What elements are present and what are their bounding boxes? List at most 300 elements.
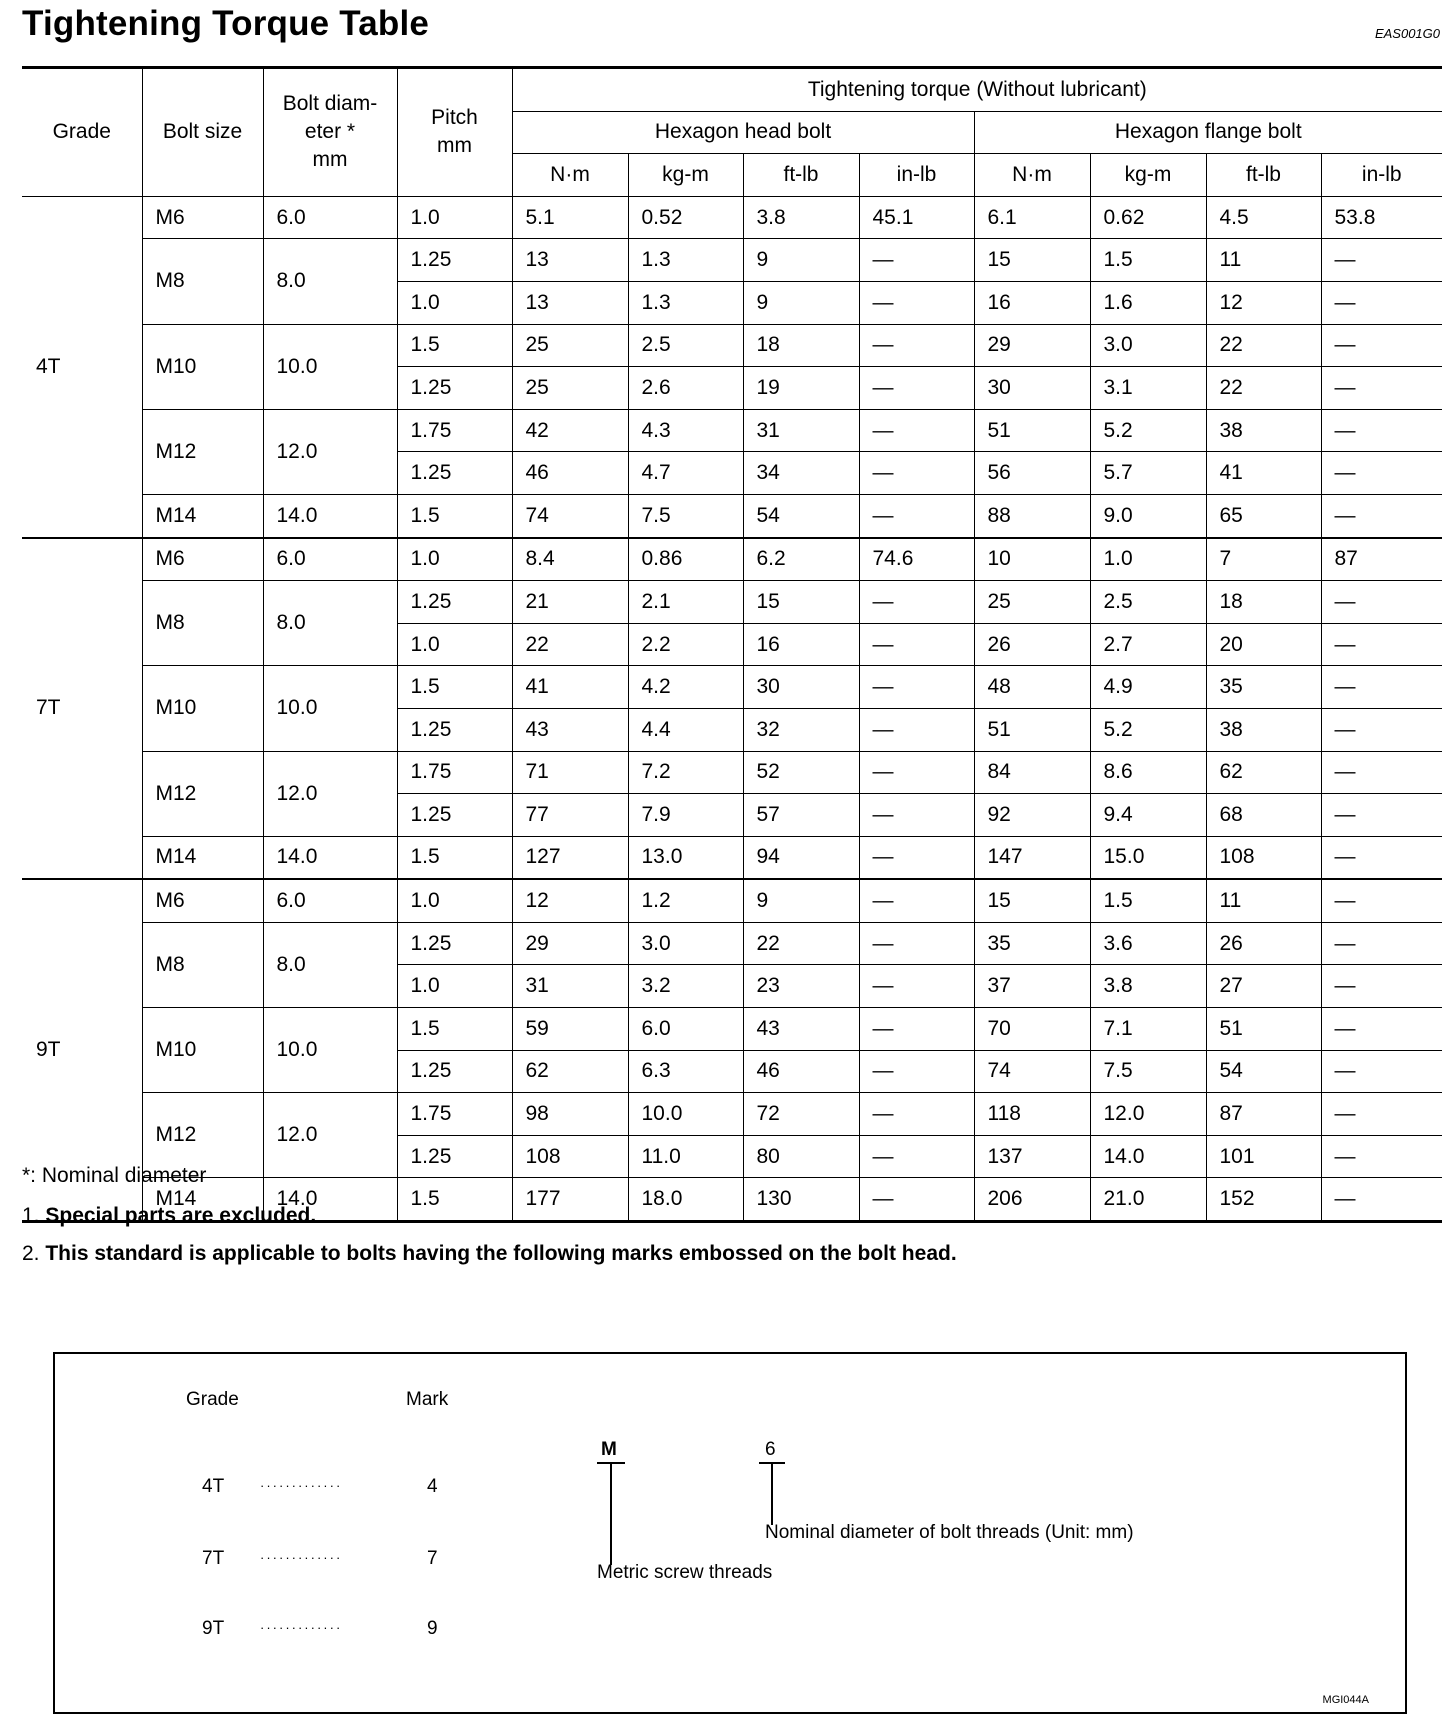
header-grade: Grade bbox=[22, 68, 142, 197]
diameter-label: Nominal diameter of bolt threads (Unit: mm) bbox=[765, 1522, 1134, 1543]
bolt-size-cell: M8 bbox=[142, 239, 263, 324]
torque-cell: 11.0 bbox=[628, 1135, 743, 1178]
torque-cell: — bbox=[859, 1178, 974, 1222]
torque-cell: — bbox=[859, 836, 974, 879]
torque-cell: — bbox=[1321, 879, 1442, 922]
torque-cell: 26 bbox=[1206, 922, 1321, 965]
marks-grade: 7T bbox=[202, 1548, 225, 1569]
torque-cell: — bbox=[1321, 922, 1442, 965]
torque-cell: — bbox=[1321, 239, 1442, 282]
table-row bbox=[22, 879, 1442, 922]
bolt-size-cell: M14 bbox=[142, 494, 263, 537]
torque-cell: 4.2 bbox=[628, 666, 743, 709]
table-row bbox=[22, 1008, 1442, 1051]
torque-cell: 22 bbox=[1206, 367, 1321, 410]
torque-cell: 21 bbox=[512, 581, 628, 624]
torque-cell: 54 bbox=[743, 494, 859, 537]
torque-cell: 1.6 bbox=[1090, 281, 1206, 324]
torque-cell: 12 bbox=[512, 879, 628, 922]
header-bolt-diameter: Bolt diam- eter * mm bbox=[263, 68, 397, 197]
pitch-cell: 1.25 bbox=[397, 1050, 512, 1093]
torque-cell: — bbox=[859, 879, 974, 922]
bolt-diameter-cell: 8.0 bbox=[263, 239, 397, 324]
torque-cell: — bbox=[1321, 324, 1442, 367]
leader-dots: ············· bbox=[260, 1550, 343, 1565]
torque-cell: 15.0 bbox=[1090, 836, 1206, 879]
torque-cell: — bbox=[859, 965, 974, 1008]
torque-cell: 18 bbox=[1206, 581, 1321, 624]
torque-cell: 1.3 bbox=[628, 281, 743, 324]
bolt-size-cell: M10 bbox=[142, 666, 263, 751]
header-torque-group: Tightening torque (Without lubricant) bbox=[512, 68, 1442, 112]
pitch-cell: 1.25 bbox=[397, 794, 512, 837]
torque-cell: 92 bbox=[974, 794, 1090, 837]
torque-cell: 4.9 bbox=[1090, 666, 1206, 709]
torque-cell: 1.2 bbox=[628, 879, 743, 922]
torque-cell: 80 bbox=[743, 1135, 859, 1178]
torque-cell: — bbox=[1321, 1008, 1442, 1051]
bolt-size-cell: M12 bbox=[142, 409, 263, 494]
table-row bbox=[22, 751, 1442, 794]
torque-cell: 177 bbox=[512, 1178, 628, 1222]
grade-cell: 4T bbox=[22, 196, 142, 537]
header-pitch: Pitch mm bbox=[397, 68, 512, 197]
torque-cell: 9.0 bbox=[1090, 494, 1206, 537]
torque-cell: 4.4 bbox=[628, 708, 743, 751]
pitch-cell: 1.0 bbox=[397, 623, 512, 666]
torque-cell: 45.1 bbox=[859, 196, 974, 239]
torque-cell: 6.2 bbox=[743, 538, 859, 581]
torque-cell: 11 bbox=[1206, 239, 1321, 282]
torque-cell: 13.0 bbox=[628, 836, 743, 879]
bolt-diameter-cell: 12.0 bbox=[263, 1093, 397, 1178]
torque-cell: 7.5 bbox=[628, 494, 743, 537]
pitch-cell: 1.75 bbox=[397, 1093, 512, 1136]
bolt-diameter-cell: 6.0 bbox=[263, 538, 397, 581]
torque-cell: 19 bbox=[743, 367, 859, 410]
leader-dots: ············· bbox=[260, 1478, 343, 1493]
torque-cell: 88 bbox=[974, 494, 1090, 537]
note-number: 1. bbox=[22, 1204, 40, 1227]
torque-cell: — bbox=[1321, 367, 1442, 410]
torque-cell: 20 bbox=[1206, 623, 1321, 666]
torque-cell: 34 bbox=[743, 452, 859, 495]
bolt-diameter-cell: 8.0 bbox=[263, 922, 397, 1007]
torque-cell: 25 bbox=[512, 367, 628, 410]
torque-cell: 16 bbox=[974, 281, 1090, 324]
torque-cell: 5.1 bbox=[512, 196, 628, 239]
torque-cell: 2.7 bbox=[1090, 623, 1206, 666]
unit-header: kg-m bbox=[1090, 154, 1206, 197]
torque-cell: 1.3 bbox=[628, 239, 743, 282]
bolt-diameter-cell: 12.0 bbox=[263, 751, 397, 836]
torque-cell: — bbox=[859, 1135, 974, 1178]
torque-cell: — bbox=[859, 494, 974, 537]
bolt-size-cell: M8 bbox=[142, 922, 263, 1007]
torque-cell: — bbox=[859, 794, 974, 837]
torque-cell: 5.7 bbox=[1090, 452, 1206, 495]
torque-cell: — bbox=[1321, 666, 1442, 709]
figure-id: MGI044A bbox=[1322, 1694, 1369, 1706]
torque-cell: — bbox=[1321, 751, 1442, 794]
torque-cell: — bbox=[859, 1093, 974, 1136]
pitch-cell: 1.5 bbox=[397, 324, 512, 367]
torque-cell: 18.0 bbox=[628, 1178, 743, 1222]
pitch-cell: 1.0 bbox=[397, 965, 512, 1008]
marks-mark: 7 bbox=[427, 1548, 438, 1569]
torque-cell: 30 bbox=[974, 367, 1090, 410]
torque-cell: 94 bbox=[743, 836, 859, 879]
torque-cell: — bbox=[859, 1050, 974, 1093]
torque-cell: 9 bbox=[743, 239, 859, 282]
torque-cell: 3.6 bbox=[1090, 922, 1206, 965]
torque-cell: 42 bbox=[512, 409, 628, 452]
torque-cell: 14.0 bbox=[1090, 1135, 1206, 1178]
torque-cell: 2.6 bbox=[628, 367, 743, 410]
mark-letter-m: M bbox=[601, 1439, 617, 1460]
pitch-cell: 1.5 bbox=[397, 836, 512, 879]
bolt-diameter-cell: 10.0 bbox=[263, 666, 397, 751]
torque-cell: 147 bbox=[974, 836, 1090, 879]
torque-cell: 30 bbox=[743, 666, 859, 709]
note-number: 2. bbox=[22, 1242, 40, 1265]
torque-cell: 51 bbox=[974, 708, 1090, 751]
torque-cell: 3.2 bbox=[628, 965, 743, 1008]
pitch-cell: 1.25 bbox=[397, 1135, 512, 1178]
torque-cell: — bbox=[1321, 1135, 1442, 1178]
bolt-diameter-cell: 6.0 bbox=[263, 879, 397, 922]
torque-cell: 35 bbox=[1206, 666, 1321, 709]
torque-cell: 3.1 bbox=[1090, 367, 1206, 410]
torque-cell: 18 bbox=[743, 324, 859, 367]
torque-cell: 72 bbox=[743, 1093, 859, 1136]
torque-cell: 31 bbox=[743, 409, 859, 452]
torque-cell: — bbox=[859, 666, 974, 709]
pitch-cell: 1.75 bbox=[397, 751, 512, 794]
unit-header: ft-lb bbox=[1206, 154, 1321, 197]
bolt-diameter-cell: 12.0 bbox=[263, 409, 397, 494]
torque-cell: 29 bbox=[974, 324, 1090, 367]
torque-cell: 2.2 bbox=[628, 623, 743, 666]
torque-cell: 25 bbox=[512, 324, 628, 367]
header-hexagon-flange: Hexagon flange bolt bbox=[974, 111, 1442, 154]
marks-grade: 4T bbox=[202, 1476, 225, 1497]
torque-cell: 53.8 bbox=[1321, 196, 1442, 239]
pitch-cell: 1.5 bbox=[397, 494, 512, 537]
table-row bbox=[22, 922, 1442, 965]
bolt-diameter-cell: 8.0 bbox=[263, 581, 397, 666]
torque-cell: 22 bbox=[743, 922, 859, 965]
header-bolt-size: Bolt size bbox=[142, 68, 263, 197]
unit-header: in-lb bbox=[1321, 154, 1442, 197]
torque-cell: 206 bbox=[974, 1178, 1090, 1222]
torque-cell: 7.2 bbox=[628, 751, 743, 794]
pitch-cell: 1.25 bbox=[397, 581, 512, 624]
pitch-cell: 1.25 bbox=[397, 239, 512, 282]
torque-cell: 77 bbox=[512, 794, 628, 837]
bolt-marks-figure bbox=[53, 1352, 1407, 1714]
torque-cell: — bbox=[859, 708, 974, 751]
document-code: EAS001G0 bbox=[1374, 26, 1440, 41]
grade-cell: 9T bbox=[22, 879, 142, 1221]
torque-cell: — bbox=[859, 452, 974, 495]
table-row bbox=[22, 239, 1442, 282]
torque-cell: 46 bbox=[512, 452, 628, 495]
bolt-size-cell: M14 bbox=[142, 836, 263, 879]
bolt-size-cell: M12 bbox=[142, 751, 263, 836]
torque-cell: 13 bbox=[512, 239, 628, 282]
bolt-diameter-cell: 6.0 bbox=[263, 196, 397, 239]
torque-cell: 35 bbox=[974, 922, 1090, 965]
leader-dots: ············· bbox=[260, 1620, 343, 1635]
pitch-cell: 1.25 bbox=[397, 367, 512, 410]
torque-cell: — bbox=[1321, 494, 1442, 537]
torque-cell: 1.5 bbox=[1090, 879, 1206, 922]
torque-cell: — bbox=[1321, 836, 1442, 879]
torque-cell: 48 bbox=[974, 666, 1090, 709]
grade-cell: 7T bbox=[22, 538, 142, 880]
table-row bbox=[22, 666, 1442, 709]
table-row bbox=[22, 324, 1442, 367]
torque-cell: — bbox=[1321, 581, 1442, 624]
torque-cell: — bbox=[1321, 794, 1442, 837]
pitch-cell: 1.75 bbox=[397, 409, 512, 452]
torque-cell: 3.0 bbox=[628, 922, 743, 965]
bolt-diameter-cell: 14.0 bbox=[263, 494, 397, 537]
torque-cell: 84 bbox=[974, 751, 1090, 794]
torque-cell: 29 bbox=[512, 922, 628, 965]
marks-grade-header: Grade bbox=[186, 1389, 239, 1410]
torque-cell: 2.1 bbox=[628, 581, 743, 624]
unit-header: in-lb bbox=[859, 154, 974, 197]
pitch-cell: 1.0 bbox=[397, 879, 512, 922]
torque-cell: 59 bbox=[512, 1008, 628, 1051]
torque-cell: 15 bbox=[974, 879, 1090, 922]
torque-cell: 4.7 bbox=[628, 452, 743, 495]
table-row bbox=[22, 581, 1442, 624]
pitch-cell: 1.5 bbox=[397, 666, 512, 709]
torque-cell: 51 bbox=[974, 409, 1090, 452]
pitch-cell: 1.5 bbox=[397, 1178, 512, 1222]
marks-grade: 9T bbox=[202, 1618, 225, 1639]
torque-cell: 52 bbox=[743, 751, 859, 794]
torque-cell: 7 bbox=[1206, 538, 1321, 581]
torque-cell: 9.4 bbox=[1090, 794, 1206, 837]
pitch-cell: 1.25 bbox=[397, 708, 512, 751]
torque-cell: 0.62 bbox=[1090, 196, 1206, 239]
torque-cell: 6.3 bbox=[628, 1050, 743, 1093]
note-item-2 bbox=[22, 1242, 957, 1266]
torque-table-body bbox=[22, 196, 1442, 1221]
torque-cell: 8.6 bbox=[1090, 751, 1206, 794]
pitch-cell: 1.0 bbox=[397, 196, 512, 239]
note-text: Special parts are excluded. bbox=[45, 1204, 317, 1227]
torque-cell: — bbox=[1321, 1093, 1442, 1136]
torque-cell: 1.5 bbox=[1090, 239, 1206, 282]
pitch-cell: 1.0 bbox=[397, 281, 512, 324]
bolt-diameter-cell: 14.0 bbox=[263, 836, 397, 879]
torque-cell: 1.0 bbox=[1090, 538, 1206, 581]
unit-header: N·m bbox=[974, 154, 1090, 197]
torque-cell: 15 bbox=[743, 581, 859, 624]
torque-cell: 54 bbox=[1206, 1050, 1321, 1093]
torque-cell: 16 bbox=[743, 623, 859, 666]
torque-cell: 5.2 bbox=[1090, 409, 1206, 452]
torque-cell: 38 bbox=[1206, 708, 1321, 751]
torque-cell: — bbox=[859, 751, 974, 794]
table-row bbox=[22, 836, 1442, 879]
torque-cell: 46 bbox=[743, 1050, 859, 1093]
bolt-diameter-cell: 14.0 bbox=[263, 1178, 397, 1222]
torque-cell: — bbox=[859, 239, 974, 282]
bolt-size-cell: M10 bbox=[142, 1008, 263, 1093]
bolt-size-cell: M6 bbox=[142, 196, 263, 239]
torque-table bbox=[22, 66, 1442, 1223]
torque-cell: — bbox=[859, 281, 974, 324]
torque-cell: 98 bbox=[512, 1093, 628, 1136]
torque-cell: 127 bbox=[512, 836, 628, 879]
torque-cell: 118 bbox=[974, 1093, 1090, 1136]
torque-cell: 62 bbox=[1206, 751, 1321, 794]
torque-cell: 22 bbox=[512, 623, 628, 666]
torque-cell: — bbox=[1321, 409, 1442, 452]
torque-cell: 7.5 bbox=[1090, 1050, 1206, 1093]
torque-cell: 108 bbox=[512, 1135, 628, 1178]
torque-cell: 11 bbox=[1206, 879, 1321, 922]
torque-cell: 2.5 bbox=[1090, 581, 1206, 624]
torque-cell: 152 bbox=[1206, 1178, 1321, 1222]
marks-mark: 4 bbox=[427, 1476, 438, 1497]
header-hexagon-head: Hexagon head bolt bbox=[512, 111, 974, 154]
pitch-cell: 1.5 bbox=[397, 1008, 512, 1051]
torque-cell: 68 bbox=[1206, 794, 1321, 837]
torque-cell: 2.5 bbox=[628, 324, 743, 367]
torque-cell: 71 bbox=[512, 751, 628, 794]
table-row bbox=[22, 409, 1442, 452]
torque-cell: 41 bbox=[512, 666, 628, 709]
torque-cell: 22 bbox=[1206, 324, 1321, 367]
torque-cell: 41 bbox=[1206, 452, 1321, 495]
torque-cell: 9 bbox=[743, 281, 859, 324]
torque-cell: 7.1 bbox=[1090, 1008, 1206, 1051]
torque-cell: 10.0 bbox=[628, 1093, 743, 1136]
torque-cell: 65 bbox=[1206, 494, 1321, 537]
bolt-diameter-cell: 10.0 bbox=[263, 324, 397, 409]
bolt-diameter-cell: 10.0 bbox=[263, 1008, 397, 1093]
torque-cell: 43 bbox=[743, 1008, 859, 1051]
footnote: *: Nominal diameter bbox=[22, 1164, 207, 1187]
torque-cell: — bbox=[1321, 281, 1442, 324]
torque-cell: — bbox=[1321, 965, 1442, 1008]
table-row bbox=[22, 1093, 1442, 1136]
pitch-cell: 1.25 bbox=[397, 452, 512, 495]
torque-cell: 4.5 bbox=[1206, 196, 1321, 239]
torque-cell: 5.2 bbox=[1090, 708, 1206, 751]
torque-cell: 26 bbox=[974, 623, 1090, 666]
torque-cell: 0.86 bbox=[628, 538, 743, 581]
torque-cell: 7.9 bbox=[628, 794, 743, 837]
torque-cell: — bbox=[859, 581, 974, 624]
torque-cell: — bbox=[1321, 1178, 1442, 1222]
torque-cell: 56 bbox=[974, 452, 1090, 495]
torque-cell: 25 bbox=[974, 581, 1090, 624]
torque-cell: — bbox=[1321, 623, 1442, 666]
torque-cell: — bbox=[859, 324, 974, 367]
pitch-cell: 1.0 bbox=[397, 538, 512, 581]
torque-cell: 101 bbox=[1206, 1135, 1321, 1178]
torque-cell: 43 bbox=[512, 708, 628, 751]
torque-cell: 37 bbox=[974, 965, 1090, 1008]
unit-header: kg-m bbox=[628, 154, 743, 197]
torque-cell: — bbox=[859, 409, 974, 452]
torque-cell: 51 bbox=[1206, 1008, 1321, 1051]
torque-cell: 21.0 bbox=[1090, 1178, 1206, 1222]
torque-cell: 74 bbox=[974, 1050, 1090, 1093]
torque-cell: 12 bbox=[1206, 281, 1321, 324]
torque-cell: 3.0 bbox=[1090, 324, 1206, 367]
torque-cell: 4.3 bbox=[628, 409, 743, 452]
table-row bbox=[22, 494, 1442, 537]
note-text: This standard is applicable to bolts having the following marks embossed on the bolt head. bbox=[45, 1242, 957, 1265]
torque-cell: 31 bbox=[512, 965, 628, 1008]
note-item-1 bbox=[22, 1204, 316, 1228]
torque-cell: — bbox=[1321, 708, 1442, 751]
torque-cell: 57 bbox=[743, 794, 859, 837]
unit-header: ft-lb bbox=[743, 154, 859, 197]
torque-cell: 137 bbox=[974, 1135, 1090, 1178]
marks-mark-header: Mark bbox=[406, 1389, 449, 1410]
page-title: Tightening Torque Table bbox=[22, 4, 430, 43]
torque-cell: 27 bbox=[1206, 965, 1321, 1008]
torque-cell: 8.4 bbox=[512, 538, 628, 581]
bolt-size-cell: M12 bbox=[142, 1093, 263, 1178]
mark-number-6: 6 bbox=[765, 1439, 776, 1460]
torque-cell: 15 bbox=[974, 239, 1090, 282]
metric-threads-label: Metric screw threads bbox=[597, 1562, 773, 1583]
torque-cell: 74 bbox=[512, 494, 628, 537]
bolt-size-cell: M8 bbox=[142, 581, 263, 666]
torque-cell: 23 bbox=[743, 965, 859, 1008]
torque-cell: — bbox=[1321, 1050, 1442, 1093]
torque-cell: 6.1 bbox=[974, 196, 1090, 239]
marks-mark: 9 bbox=[427, 1618, 438, 1639]
torque-cell: 12.0 bbox=[1090, 1093, 1206, 1136]
torque-cell: 87 bbox=[1206, 1093, 1321, 1136]
bolt-size-cell: M6 bbox=[142, 879, 263, 922]
pitch-cell: 1.25 bbox=[397, 922, 512, 965]
bolt-size-cell: M10 bbox=[142, 324, 263, 409]
torque-cell: 108 bbox=[1206, 836, 1321, 879]
torque-cell: — bbox=[859, 623, 974, 666]
table-row bbox=[22, 196, 1442, 239]
unit-header: N·m bbox=[512, 154, 628, 197]
torque-cell: 3.8 bbox=[743, 196, 859, 239]
torque-cell: 10 bbox=[974, 538, 1090, 581]
torque-cell: — bbox=[1321, 452, 1442, 495]
torque-cell: 130 bbox=[743, 1178, 859, 1222]
torque-cell: 87 bbox=[1321, 538, 1442, 581]
torque-cell: 74.6 bbox=[859, 538, 974, 581]
torque-cell: 70 bbox=[974, 1008, 1090, 1051]
table-row bbox=[22, 538, 1442, 581]
torque-cell: 62 bbox=[512, 1050, 628, 1093]
torque-cell: — bbox=[859, 367, 974, 410]
torque-cell: 9 bbox=[743, 879, 859, 922]
torque-cell: — bbox=[859, 1008, 974, 1051]
bolt-size-cell: M14 bbox=[142, 1178, 263, 1222]
torque-cell: 0.52 bbox=[628, 196, 743, 239]
torque-cell: — bbox=[859, 922, 974, 965]
